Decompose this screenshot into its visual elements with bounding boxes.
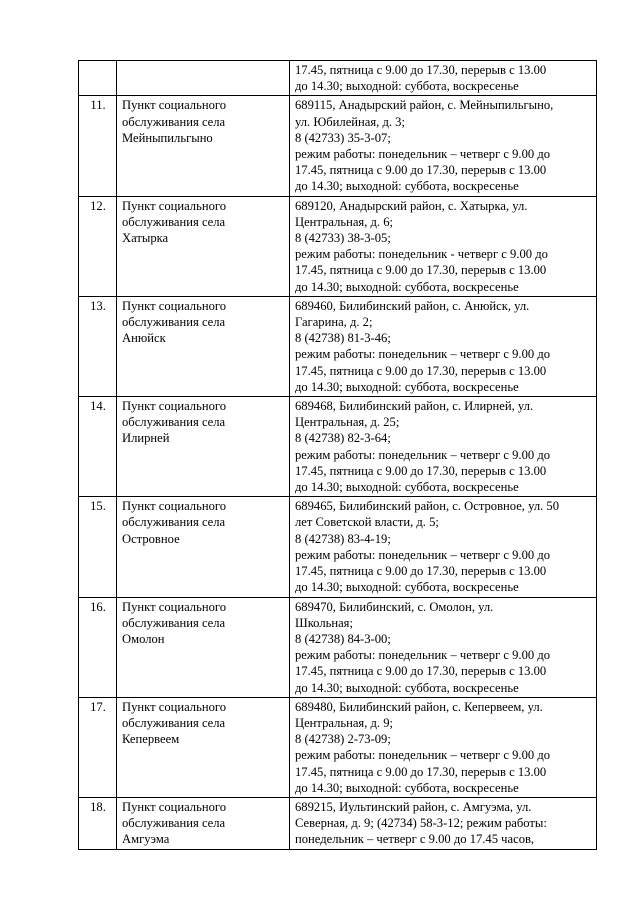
name-line: Хатырка [122, 231, 169, 246]
info-line: 689470, Билибинский, с. Омолон, ул. [295, 599, 494, 614]
info-line: 17.45, пятница с 9.00 до 17.30, перерыв с 13.00 [295, 263, 547, 278]
address-contact-schedule [290, 697, 597, 797]
info-line: Центральная, д. 9; [295, 715, 394, 730]
info-line: 689215, Иультинский район, с. Амгуэма, ул. [295, 799, 532, 814]
table-row [79, 597, 597, 697]
name-line: Мейныпильгыно [122, 130, 213, 145]
address-contact-schedule [290, 497, 597, 597]
info-line: 8 (42738) 83-4-19; [295, 531, 391, 546]
row-number: 14. [79, 397, 117, 497]
service-point-name [117, 497, 290, 597]
name-line: Пункт социального [122, 699, 227, 714]
info-line: режим работы: понедельник – четверг с 9.00 до [295, 547, 551, 562]
service-point-name [117, 96, 290, 196]
info-line: режим работы: понедельник – четверг с 9.00 до [295, 347, 551, 362]
info-line: 17.45, пятница с 9.00 до 17.30, перерыв с 13.00 [295, 63, 547, 77]
info-line: 689120, Анадырский район, с. Хатырка, ул. [295, 198, 528, 213]
info-line: до 14.30; выходной: суббота, воскресенье [295, 580, 519, 595]
table-body [79, 61, 597, 850]
info-line: 8 (42733) 35-3-07; [295, 130, 391, 145]
name-line: Пункт социального [122, 98, 227, 113]
row-number: 11. [79, 96, 117, 196]
address-contact-schedule [290, 597, 597, 697]
info-line: 8 (42738) 81-3-46; [295, 331, 391, 346]
name-line: обслуживания села [122, 315, 226, 330]
info-line: 17.45, пятница с 9.00 до 17.30, перерыв с 13.00 [295, 163, 547, 178]
info-line: 17.45, пятница с 9.00 до 17.30, перерыв с 13.00 [295, 764, 547, 779]
info-line: до 14.30; выходной: суббота, воскресенье [295, 79, 519, 94]
address-contact-schedule [290, 797, 597, 849]
name-line: обслуживания села [122, 114, 226, 129]
info-line: 17.45, пятница с 9.00 до 17.30, перерыв с 13.00 [295, 664, 547, 679]
name-line: Илирней [122, 431, 170, 446]
name-line: обслуживания села [122, 515, 226, 530]
address-contact-schedule [290, 61, 597, 96]
row-number: 17. [79, 697, 117, 797]
row-number: 16. [79, 597, 117, 697]
info-line: 689465, Билибинский район, с. Островное, ул. 50 [295, 499, 560, 514]
row-number: 13. [79, 296, 117, 396]
table-row [79, 96, 597, 196]
info-line: Северная, д. 9; (42734) 58-3-12; режим работы: [295, 816, 547, 831]
table-row [79, 61, 597, 96]
info-line: 17.45, пятница с 9.00 до 17.30, перерыв с 13.00 [295, 463, 547, 478]
info-line: до 14.30; выходной: суббота, воскресенье [295, 279, 519, 294]
name-line: Пункт социального [122, 399, 227, 414]
name-line: обслуживания села [122, 214, 226, 229]
address-contact-schedule [290, 296, 597, 396]
table-row [79, 697, 597, 797]
social-service-points-table [78, 60, 597, 850]
name-line: обслуживания села [122, 715, 226, 730]
row-number: 12. [79, 196, 117, 296]
info-line: 689115, Анадырский район, с. Мейныпильгыно, [295, 98, 554, 113]
name-line: Пункт социального [122, 799, 227, 814]
info-line: до 14.30; выходной: суббота, воскресенье [295, 780, 519, 795]
info-line: 8 (42733) 38-3-05; [295, 231, 391, 246]
info-line: режим работы: понедельник – четверг с 9.00 до [295, 447, 551, 462]
info-line: до 14.30; выходной: суббота, воскресенье [295, 379, 519, 394]
name-line: обслуживания села [122, 615, 226, 630]
address-contact-schedule [290, 196, 597, 296]
info-line: режим работы: понедельник – четверг с 9.00 до [295, 748, 551, 763]
info-line: 689468, Билибинский район, с. Илирней, ул. [295, 399, 534, 414]
row-number [79, 61, 117, 96]
info-line: 17.45, пятница с 9.00 до 17.30, перерыв с 13.00 [295, 564, 547, 579]
info-line: понедельник – четверг с 9.00 до 17.45 часов, [295, 832, 535, 847]
service-point-name [117, 397, 290, 497]
service-point-name [117, 797, 290, 849]
address-contact-schedule [290, 96, 597, 196]
info-line: до 14.30; выходной: суббота, воскресенье [295, 179, 519, 194]
table-row [79, 196, 597, 296]
info-line: режим работы: понедельник – четверг с 9.00 до [295, 648, 551, 663]
name-line: Островное [122, 531, 180, 546]
service-point-name [117, 196, 290, 296]
service-point-name [117, 296, 290, 396]
name-line: Омолон [122, 631, 165, 646]
name-line: Пункт социального [122, 198, 227, 213]
info-line: 8 (42738) 82-3-64; [295, 431, 391, 446]
info-line: 689480, Билибинский район, с. Кепервеем, ул. [295, 699, 543, 714]
info-line: режим работы: понедельник - четверг с 9.00 до [295, 247, 548, 262]
info-line: ул. Юбилейная, д. 3; [295, 114, 405, 129]
name-line: Анюйск [122, 331, 166, 346]
table-row [79, 397, 597, 497]
info-line: 689460, Билибинский район, с. Анюйск, ул. [295, 298, 530, 313]
info-line: лет Советской власти, д. 5; [295, 515, 439, 530]
address-contact-schedule [290, 397, 597, 497]
name-line: Амгуэма [122, 832, 170, 847]
info-line: 8 (42738) 84-3-00; [295, 631, 391, 646]
info-line: до 14.30; выходной: суббота, воскресенье [295, 480, 519, 495]
info-line: 8 (42738) 2-73-09; [295, 732, 391, 747]
table-row [79, 497, 597, 597]
name-line: Пункт социального [122, 298, 227, 313]
name-line: Пункт социального [122, 499, 227, 514]
info-line: до 14.30; выходной: суббота, воскресенье [295, 680, 519, 695]
name-line: обслуживания села [122, 415, 226, 430]
table-row [79, 797, 597, 849]
info-line: 17.45, пятница с 9.00 до 17.30, перерыв с 13.00 [295, 363, 547, 378]
name-line: Кепервеем [122, 732, 180, 747]
row-number: 18. [79, 797, 117, 849]
service-point-name [117, 597, 290, 697]
service-point-name [117, 61, 290, 96]
service-point-name [117, 697, 290, 797]
info-line: Школьная; [295, 615, 353, 630]
info-line: Гагарина, д. 2; [295, 315, 373, 330]
info-line: Центральная, д. 6; [295, 214, 394, 229]
info-line: режим работы: понедельник – четверг с 9.00 до [295, 147, 551, 162]
info-line: Центральная, д. 25; [295, 415, 400, 430]
table-row [79, 296, 597, 396]
name-line: Пункт социального [122, 599, 227, 614]
row-number: 15. [79, 497, 117, 597]
name-line: обслуживания села [122, 816, 226, 831]
